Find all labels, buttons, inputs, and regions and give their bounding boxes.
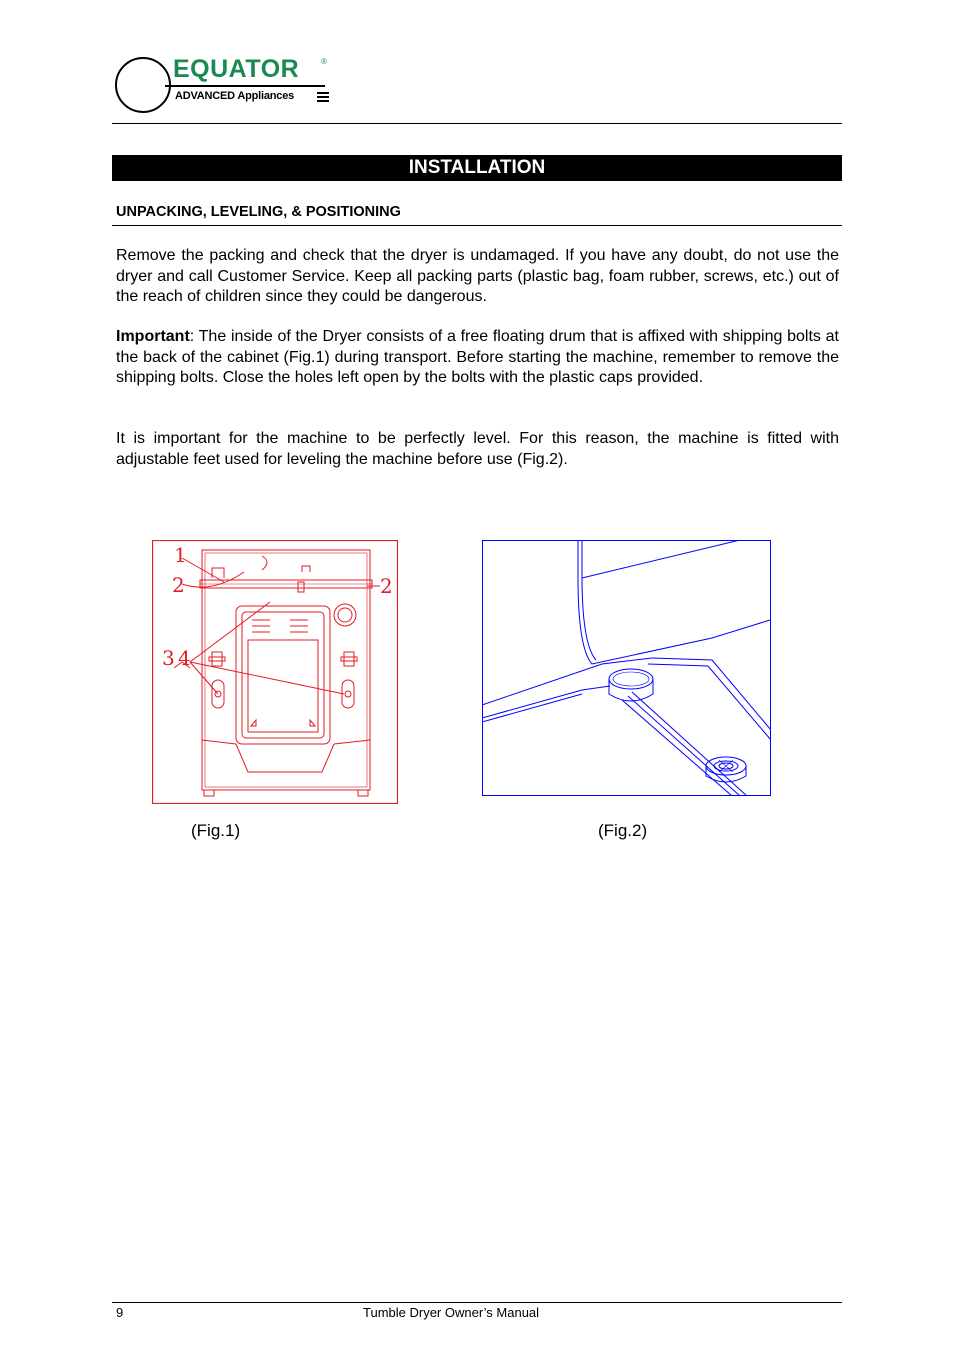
equator-logo bbox=[113, 55, 343, 115]
subheading: UNPACKING, LEVELING, & POSITIONING bbox=[116, 204, 401, 220]
logo-brand-name: EQUATOR bbox=[173, 55, 300, 83]
paragraph-leveling: It is important for the machine to be perfectly level. For this reason, the machine is fitted with adjustable feet used for leveling the machine before use (Fig.2). bbox=[116, 430, 839, 468]
logo-circle-icon bbox=[115, 57, 171, 113]
subheading-rule bbox=[112, 225, 842, 226]
section-banner: INSTALLATION bbox=[112, 155, 842, 181]
figure-1-caption: (Fig.1) bbox=[191, 821, 241, 840]
logo-lines-icon bbox=[317, 92, 329, 102]
figure-1-rear-view bbox=[152, 540, 398, 804]
figure-2-leveling-feet bbox=[482, 540, 771, 796]
footer-title: Tumble Dryer Owner’s Manual bbox=[363, 1305, 540, 1320]
important-text: : The inside of the Dryer consists of a free floating drum that is affixed with shipping bolts at the back of the cabinet (Fig.1) during transport. Before starting the machine, remember to remove the shipping bolts. Close the holes left open by the bolts with the plastic caps provided. bbox=[116, 328, 839, 386]
logo-registered-mark: ® bbox=[321, 57, 327, 66]
header-rule bbox=[112, 123, 842, 124]
callout-3: 3 bbox=[162, 646, 175, 670]
page-number: 9 bbox=[116, 1305, 124, 1320]
logo-subtitle: ADVANCED Appliances bbox=[175, 90, 295, 102]
footer-rule bbox=[112, 1302, 842, 1303]
callout-1: 1 bbox=[174, 543, 187, 567]
callout-2-left: 2 bbox=[172, 573, 185, 597]
important-label: Important bbox=[116, 328, 190, 345]
callout-4: 4 bbox=[178, 646, 191, 670]
paragraph-important bbox=[116, 327, 839, 389]
paragraph-unpacking: Remove the packing and check that the dryer is undamaged. If you have any doubt, do not use the dryer and call Customer Service. Keep all packing parts (plastic bag, foam rubber, screws, etc.) out of the reach of children since they could be dangerous. bbox=[116, 247, 839, 305]
logo-divider bbox=[165, 85, 325, 87]
callout-2-right: 2 bbox=[380, 574, 393, 598]
figure-2-caption: (Fig.2) bbox=[598, 821, 648, 840]
